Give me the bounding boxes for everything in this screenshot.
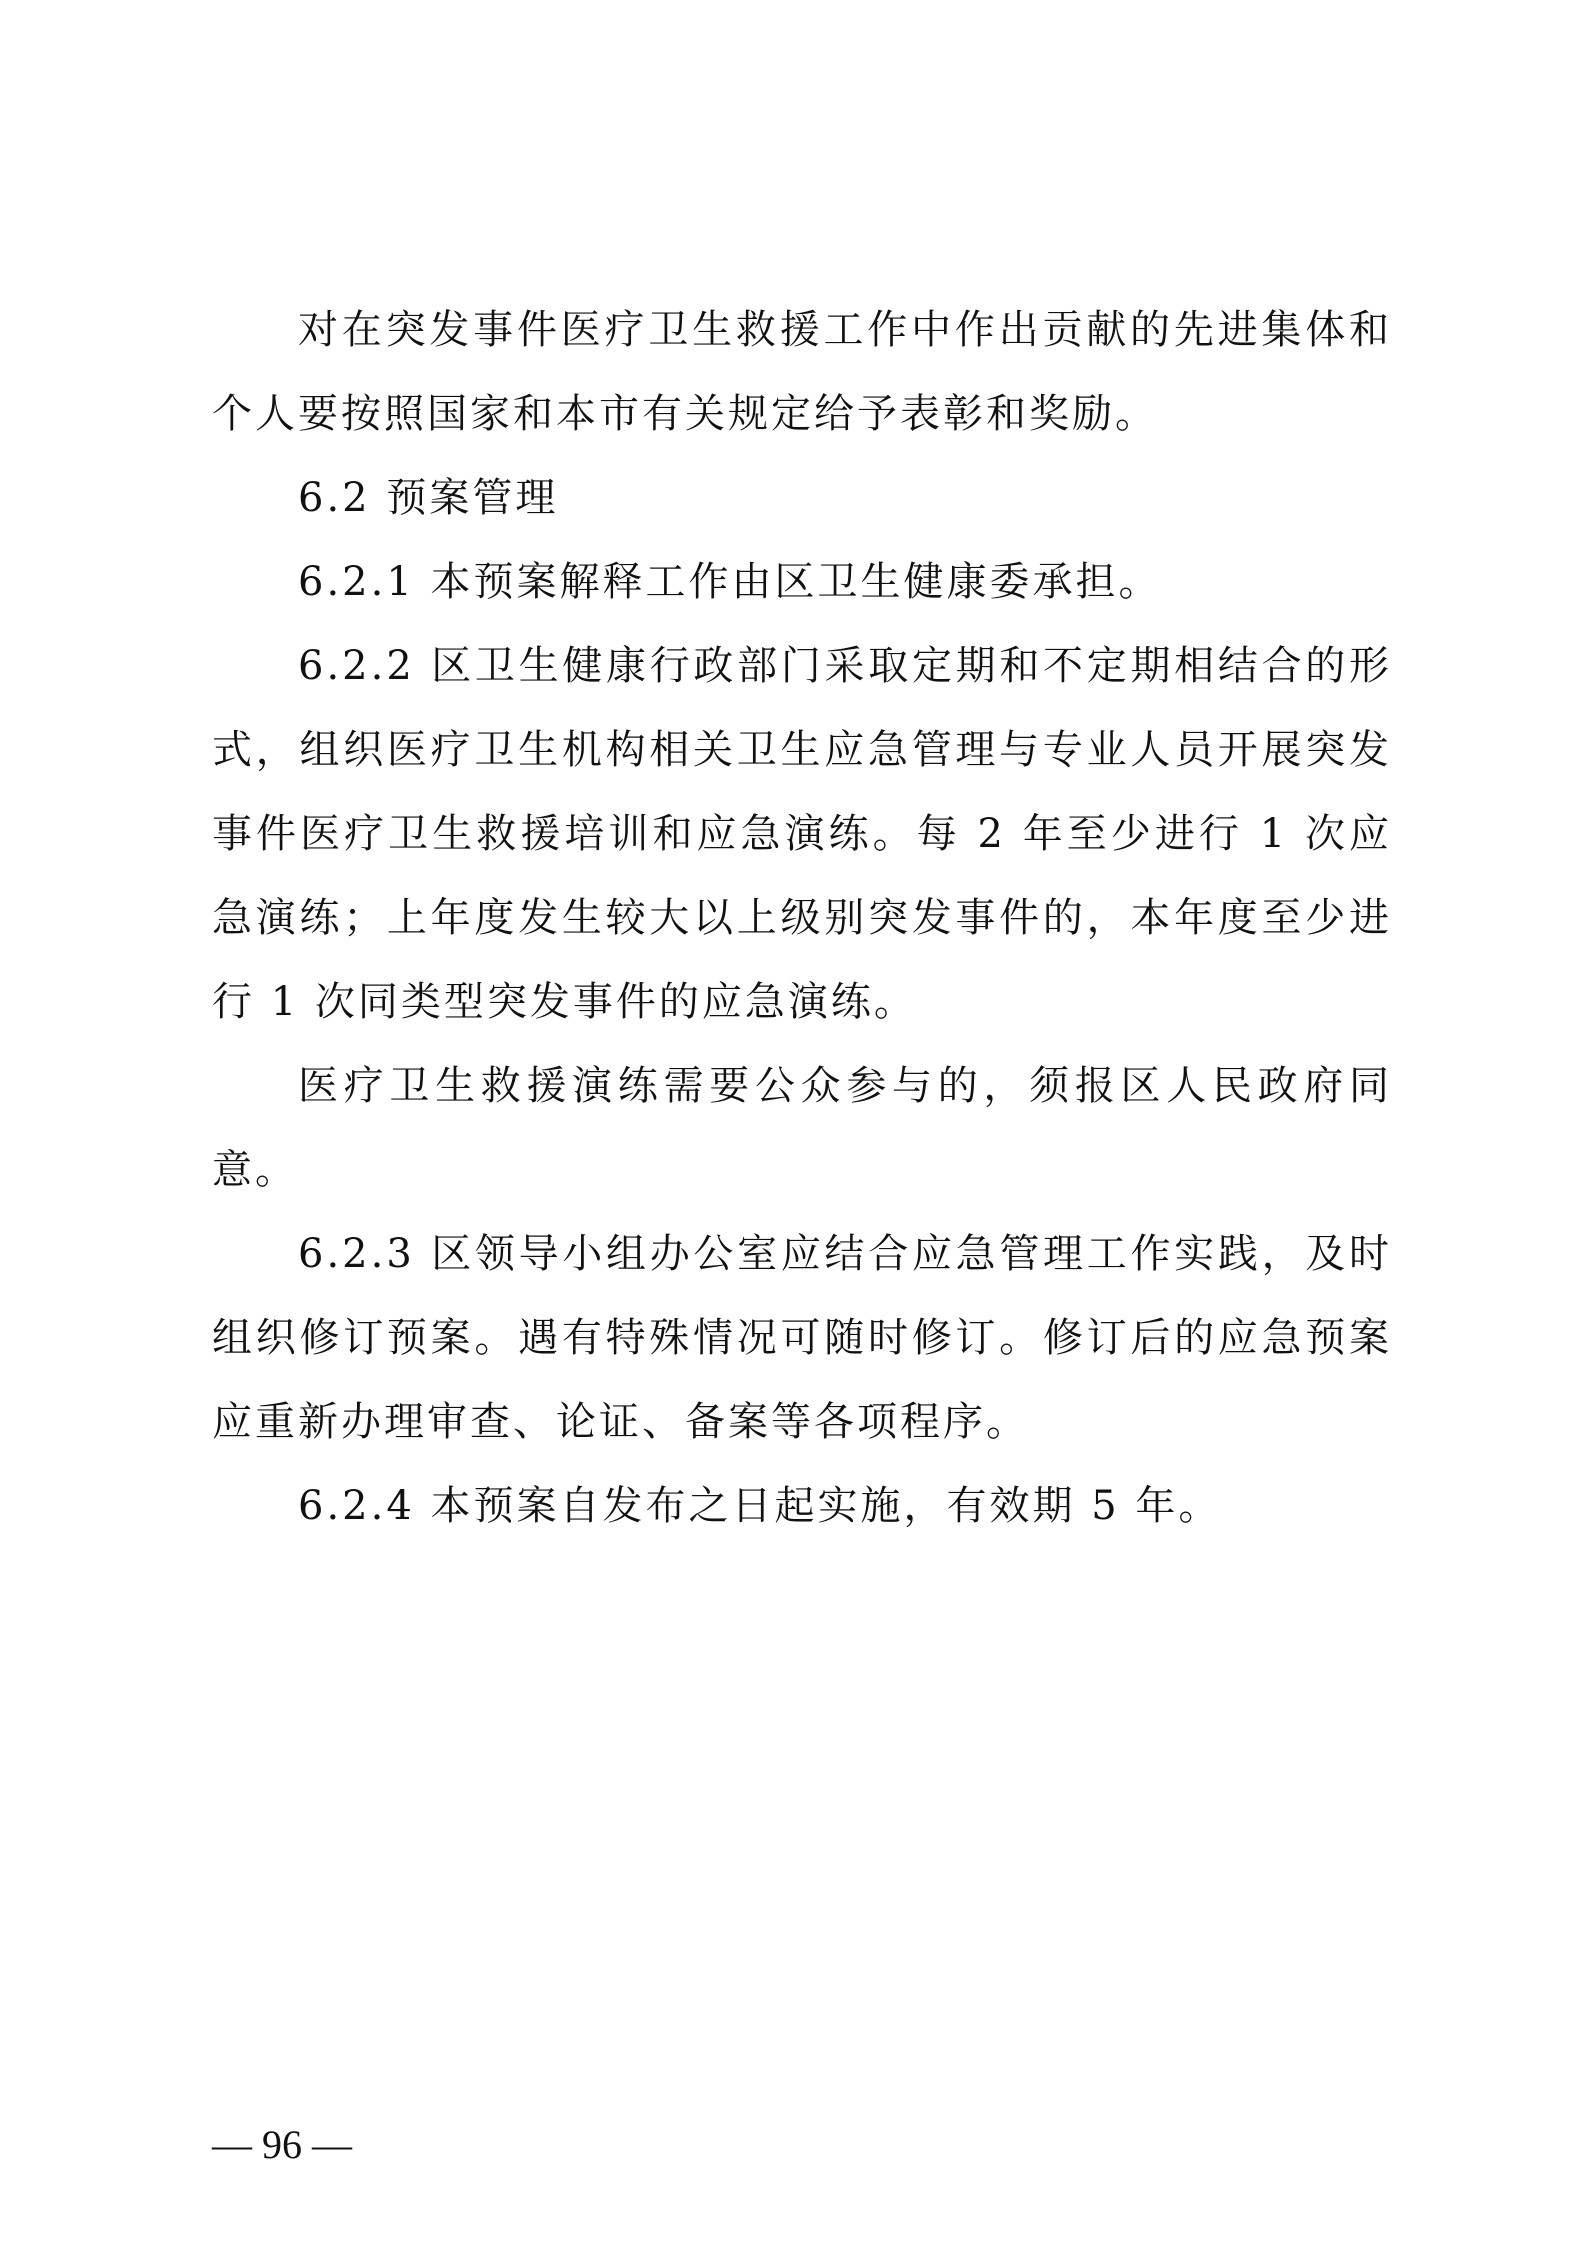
paragraph-public-drill: 医疗卫生救援演练需要公众参与的，须报区人民政府同意。 (212, 1063, 1392, 1193)
section-heading-plan-management: 6.2 预案管理 (298, 475, 559, 521)
clause-6-2-1: 6.2.1 本预案解释工作由区卫生健康委承担。 (298, 559, 1162, 605)
document-body (212, 288, 1392, 1548)
page-number: — 96 — (212, 2122, 352, 2167)
clause-6-2-3: 6.2.3 区领导小组办公室应结合应急管理工作实践，及时组织修订预案。遇有特殊情况可随时修订。修订后的应急预案应重新办理审查、论证、备案等各项程序。 (212, 1231, 1392, 1445)
paragraph-commendation: 对在突发事件医疗卫生救援工作中作出贡献的先进集体和个人要按照国家和本市有关规定给予表彰和奖励。 (212, 307, 1392, 437)
clause-6-2-2: 6.2.2 区卫生健康行政部门采取定期和不定期相结合的形式，组织医疗卫生机构相关卫生应急管理与专业人员开展突发事件医疗卫生救援培训和应急演练。每 2 年至少进行 1 次应急演练；上年度发生较大以上级别突发事件的，本年度至少进行 1 次同类型突发事件的应急演练。 (212, 643, 1392, 1025)
clause-6-2-4: 6.2.4 本预案自发布之日起实施，有效期 5 年。 (298, 1483, 1222, 1529)
